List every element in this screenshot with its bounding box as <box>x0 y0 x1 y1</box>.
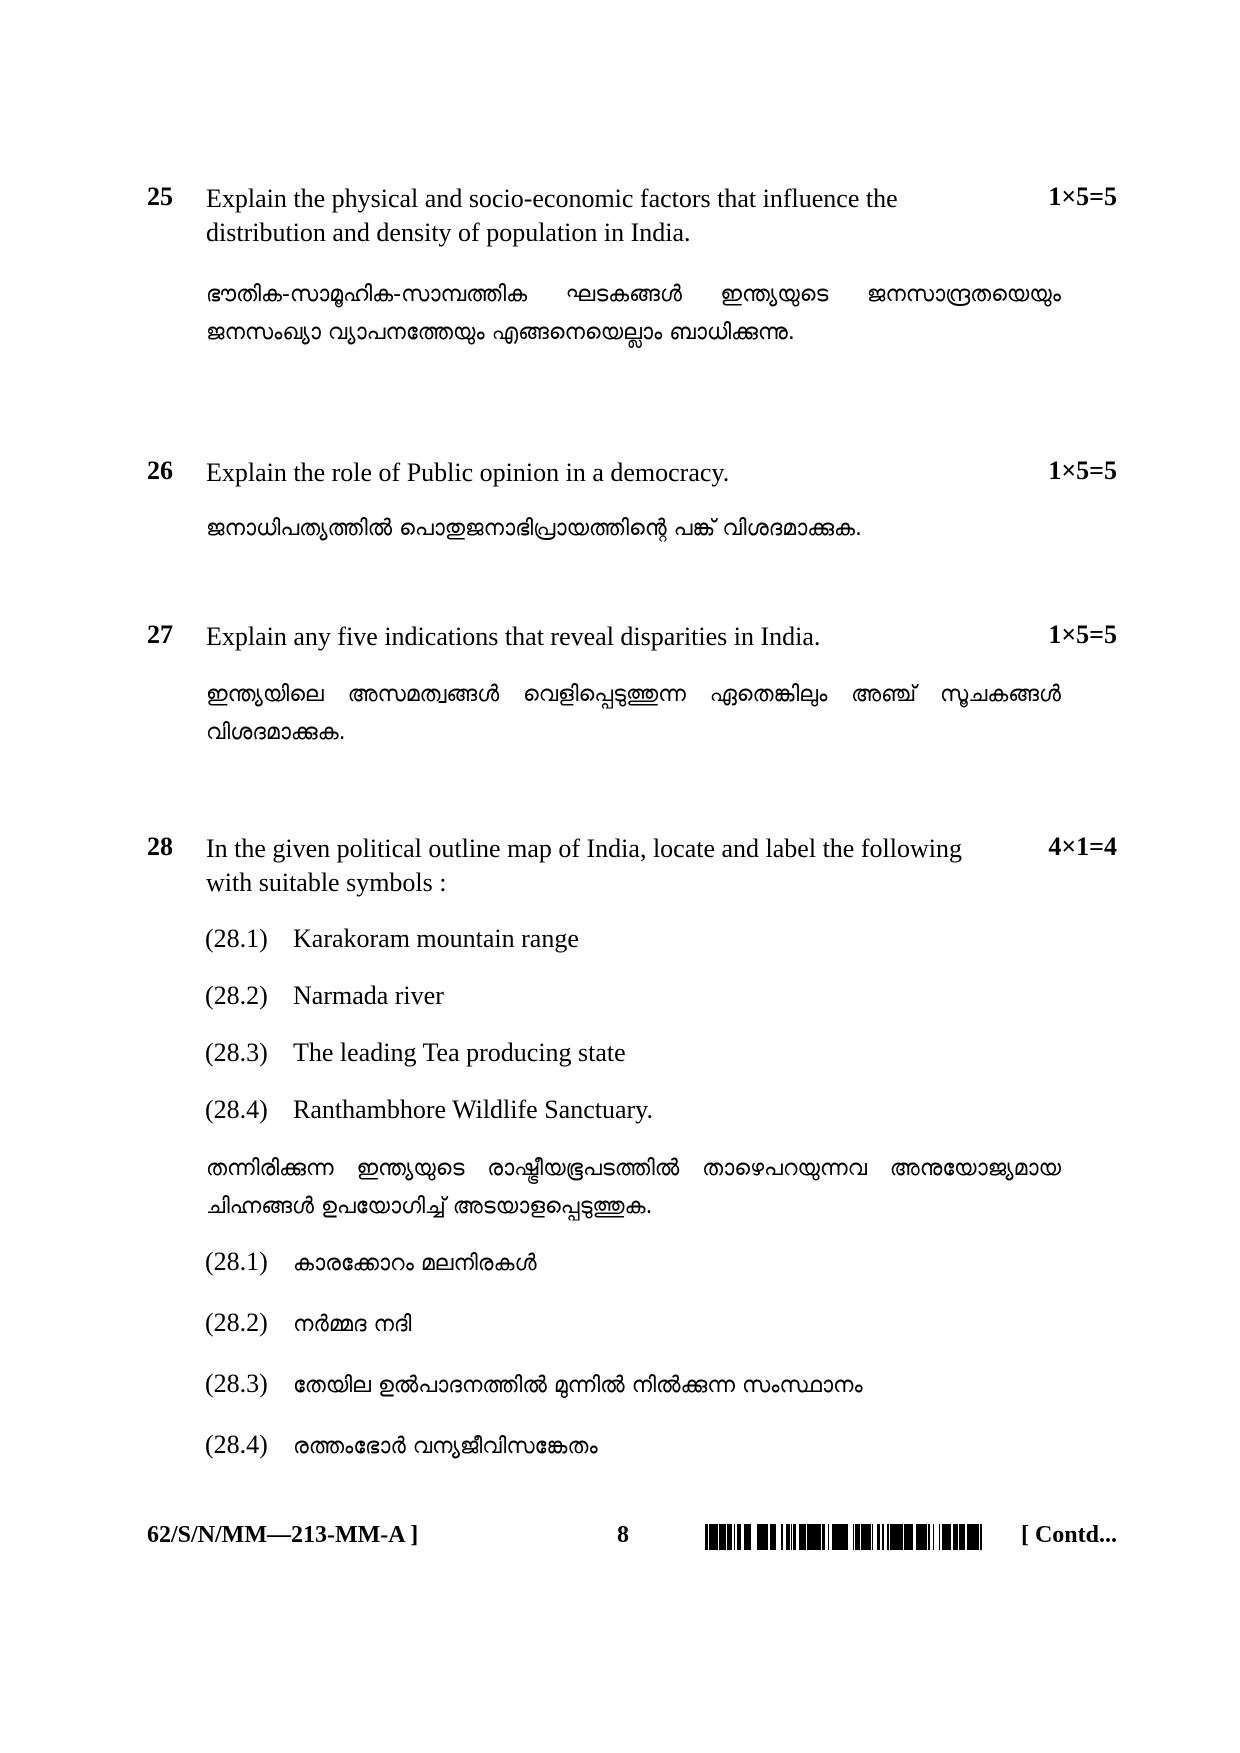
list-item-malayalam <box>205 1367 863 1403</box>
item-number: (28.2) <box>205 1308 268 1337</box>
item-text: രത്തംഭോർ വന്യജീവിസങ്കേതം <box>293 1434 598 1459</box>
question-text-malayalam: ജനാധിപത്യത്തിൽ പൊതുജനാഭിപ്രായത്തിന്റെ പങ്ക് വിശദമാക്കുക. <box>206 516 862 541</box>
list-item <box>205 1093 653 1127</box>
item-number: (28.4) <box>205 1095 268 1124</box>
question-marks: 1×5=5 <box>1048 620 1117 649</box>
item-number: (28.3) <box>205 1369 268 1398</box>
item-number: (28.4) <box>205 1430 268 1459</box>
question-text: Explain the physical and socio-economic factors that influence the distribution and density of population in India. <box>206 184 898 247</box>
item-number: (28.2) <box>205 981 268 1010</box>
question-text-malayalam: തന്നിരിക്കുന്ന ഇന്ത്യയുടെ രാഷ്ട്രീയഭൂപടത്തിൽ താഴെപറയുന്നവ അനുയോജ്യമായ ചിഹ്നങ്ങൾ ഉപയോഗിച്ച് അടയാളപ്പെടുത്തുക. <box>206 1156 1061 1219</box>
item-number: (28.3) <box>205 1038 268 1067</box>
question-number: 26 <box>147 456 173 485</box>
list-item-malayalam <box>205 1428 598 1464</box>
item-text: നർമ്മദ നദി <box>293 1312 412 1337</box>
question-text-malayalam: ഭൗതിക-സാമൂഹിക-സാമ്പത്തിക ഘടകങ്ങൾ ഇന്ത്യയുടെ ജനസാന്ദ്രതയെയും ജനസംഖ്യാ വ്യാപനത്തേയും എങ്ങനെയെല്ലാം ബാധിക്കുന്നു. <box>206 282 1061 345</box>
question-marks: 4×1=4 <box>1048 832 1117 861</box>
barcode-icon <box>705 1524 987 1550</box>
list-item <box>205 922 579 956</box>
question-marks: 1×5=5 <box>1048 456 1117 485</box>
question-text-malayalam: ഇന്ത്യയിലെ അസമത്വങ്ങൾ വെളിപ്പെടുത്തുന്ന ഏതെങ്കിലും അഞ്ച് സൂചകങ്ങൾ വിശദമാക്കുക. <box>206 682 1061 745</box>
list-item <box>205 1036 626 1070</box>
list-item-malayalam <box>205 1245 537 1281</box>
list-item <box>205 979 444 1013</box>
question-text: Explain any five indications that reveal disparities in India. <box>206 622 821 651</box>
question-number: 25 <box>147 182 173 211</box>
paper-code: 62/S/N/MM—213-MM-A ] <box>147 1522 419 1548</box>
page-footer <box>147 1522 1127 1554</box>
list-item-malayalam <box>205 1306 411 1342</box>
item-text: തേയില ഉൽപാദനത്തിൽ മുന്നിൽ നിൽക്കുന്ന സംസ്ഥാനം <box>293 1373 863 1398</box>
item-number: (28.1) <box>205 924 268 953</box>
item-text: Narmada river <box>293 981 444 1010</box>
item-text: Karakoram mountain range <box>293 924 579 953</box>
question-text: Explain the role of Public opinion in a democracy. <box>206 458 730 487</box>
contd-label: [ Contd... <box>1020 1522 1117 1548</box>
item-number: (28.1) <box>205 1247 268 1276</box>
item-text: Ranthambhore Wildlife Sanctuary. <box>293 1095 653 1124</box>
question-text: In the given political outline map of India, locate and label the following with suitable symbols : <box>206 834 962 897</box>
item-text: The leading Tea producing state <box>293 1038 626 1067</box>
page-number: 8 <box>617 1522 629 1548</box>
question-number: 28 <box>147 832 173 861</box>
question-marks: 1×5=5 <box>1048 182 1117 211</box>
item-text: കാരക്കോറം മലനിരകൾ <box>293 1251 537 1276</box>
question-number: 27 <box>147 620 173 649</box>
